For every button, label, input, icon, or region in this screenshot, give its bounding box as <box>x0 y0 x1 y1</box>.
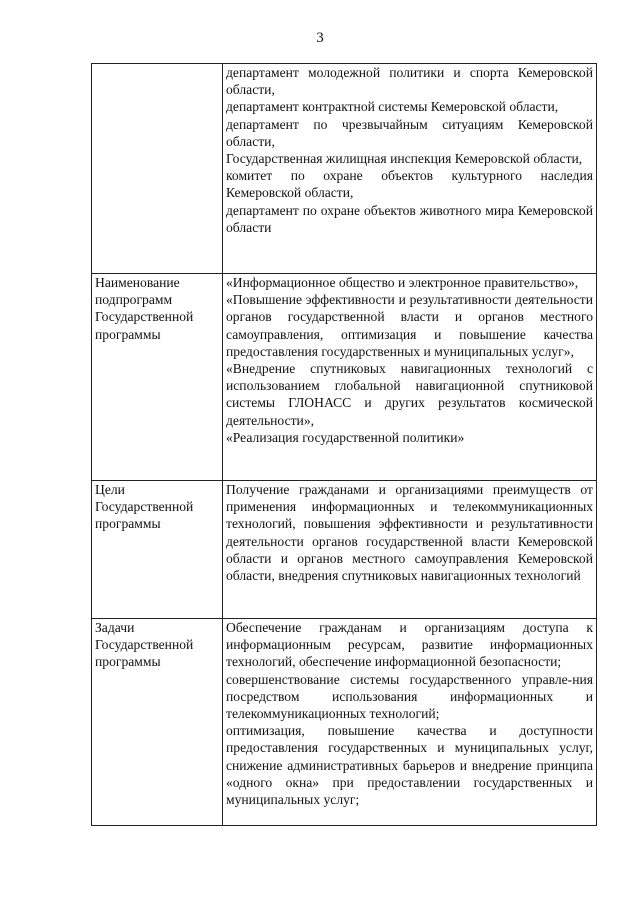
content-paragraph: совершенствование системы государственного управле-ния посредством использования информационных и телекоммуникационных технологий; <box>226 671 593 722</box>
row-content <box>223 619 597 826</box>
row-label: Задачи Государственной программы <box>92 619 223 826</box>
content-paragraph: Государственная жилищная инспекция Кемеровской области, <box>226 151 583 167</box>
table-row-responsible-executors <box>92 64 597 274</box>
row-label: Наименование подпрограмм Государственной программы <box>92 274 223 481</box>
content-paragraph: департамент молодежной политики и спорта Кемеровской области, <box>226 65 593 98</box>
content-paragraph: «Внедрение спутниковых навигационных технологий с использованием глобальной навигационной спутниковой системы ГЛОНАСС и других результатов космической деятельности», <box>226 361 593 428</box>
content-paragraph: «Информационное общество и электронное правительство», <box>226 275 579 290</box>
row-content <box>223 481 597 619</box>
row-content <box>223 64 597 274</box>
row-content <box>223 274 597 481</box>
content-paragraph: оптимизация, повышение качества и доступности предоставления государственных и муниципальных услуг, снижение административных барьеров и внедрение принципа «одного окна» при предоставлении государственных и муниципальных услуг; <box>226 723 593 808</box>
content-paragraph: комитет по охране объектов культурного наследия Кемеровской области, <box>226 168 593 201</box>
table-row-tasks <box>92 619 597 826</box>
content-paragraph: Обеспечение гражданам и организациям доступа к информационным ресурсам, развитие информационных технологий, обеспечение информационной безопасности; <box>226 620 593 670</box>
content-paragraph: «Повышение эффективности и результативности деятельности органов государственной власти и органов местного самоуправления, оптимизация и повышение качества предоставления государственных и муниципальных услуг», <box>226 292 593 359</box>
content-paragraph: департамент контрактной системы Кемеровской области, <box>226 99 559 115</box>
page-number: 3 <box>316 30 324 46</box>
program-passport-table <box>91 63 597 826</box>
content-paragraph: департамент по чрезвычайным ситуациям Кемеровской области, <box>226 116 593 149</box>
row-label: Цели Государственной программы <box>92 481 223 619</box>
content-paragraph: департамент по охране объектов животного мира Кемеровской области <box>226 202 593 235</box>
table-row-goals <box>92 481 597 619</box>
row-label <box>92 64 223 274</box>
table-row-subprograms <box>92 274 597 481</box>
content-paragraph: «Реализация государственной политики» <box>226 429 465 445</box>
content-paragraph: Получение гражданами и организациями преимуществ от применения информационных и телекоммуникационных технологий, повышения эффективности и результативности деятельности органов государственной власти Кемеровской области и органов местного самоуправления Кемеровской области, внедрения спутниковых навигационных технологий <box>226 482 593 584</box>
